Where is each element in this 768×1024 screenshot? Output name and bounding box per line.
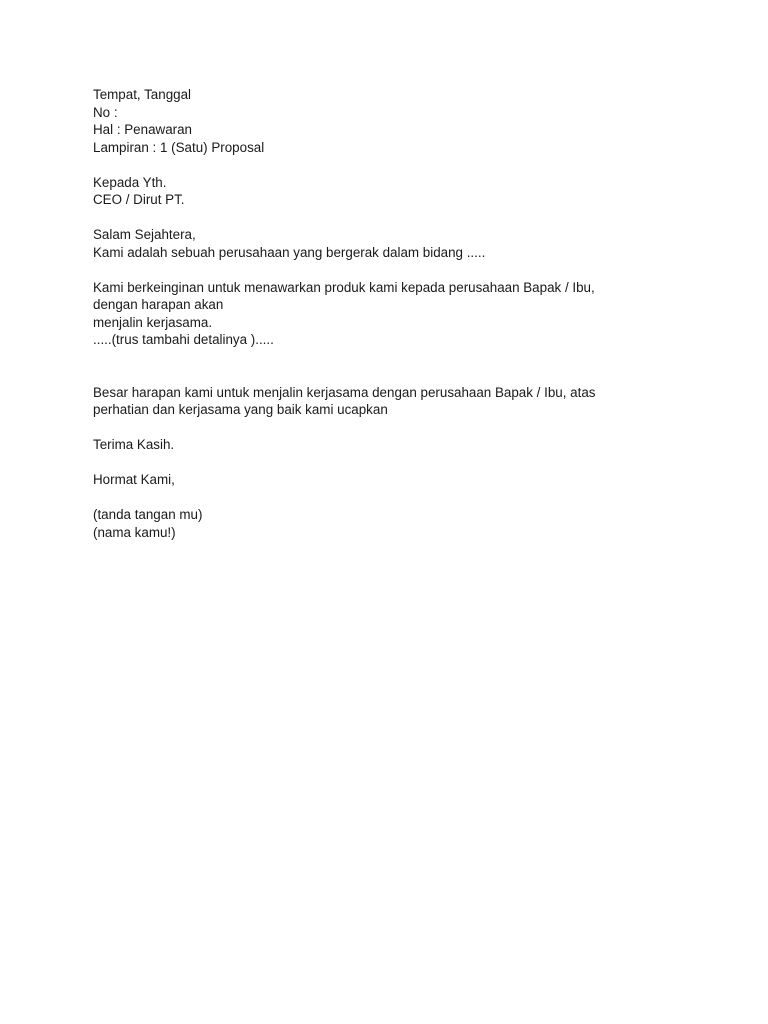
spacer <box>93 209 653 227</box>
place-date-line: Tempat, Tanggal <box>93 87 192 102</box>
letter-number-line: No : <box>93 104 118 120</box>
closing-line: Besar harapan kami untuk menjalin kerjasama dengan perusahaan Bapak / Ibu, atas <box>93 384 596 400</box>
intro-line: Kami adalah sebuah perusahaan yang bergerak dalam bidang ..... <box>93 244 486 260</box>
signature-placeholder: (tanda tangan mu) <box>93 507 203 522</box>
thanks-line: Terima Kasih. <box>93 437 175 452</box>
offer-line: dengan harapan akan <box>93 297 224 312</box>
spacer <box>93 349 653 384</box>
spacer <box>93 261 653 279</box>
subject-line: Hal : Penawaran <box>93 122 192 137</box>
spacer <box>93 454 653 472</box>
recipient-name: CEO / Dirut PT. <box>93 192 185 207</box>
attachment-line: Lampiran : 1 (Satu) Proposal <box>93 139 265 155</box>
sender-name: (nama kamu!) <box>93 524 176 540</box>
offer-line: Kami berkeinginan untuk menawarkan produk kami kepada perusahaan Bapak / Ibu, <box>93 279 595 295</box>
spacer <box>93 419 653 437</box>
letter-body <box>93 86 653 541</box>
spacer <box>93 156 653 174</box>
offer-line: menjalin kerjasama. <box>93 314 213 330</box>
offer-line: .....(trus tambahi detalinya )..... <box>93 332 282 347</box>
greeting-line: Salam Sejahtera, <box>93 227 196 242</box>
recipient-salutation: Kepada Yth. <box>93 174 167 190</box>
regards-line: Hormat Kami, <box>93 472 175 487</box>
closing-line: perhatian dan kerjasama yang baik kami ucapkan <box>93 402 388 417</box>
spacer <box>93 489 653 507</box>
